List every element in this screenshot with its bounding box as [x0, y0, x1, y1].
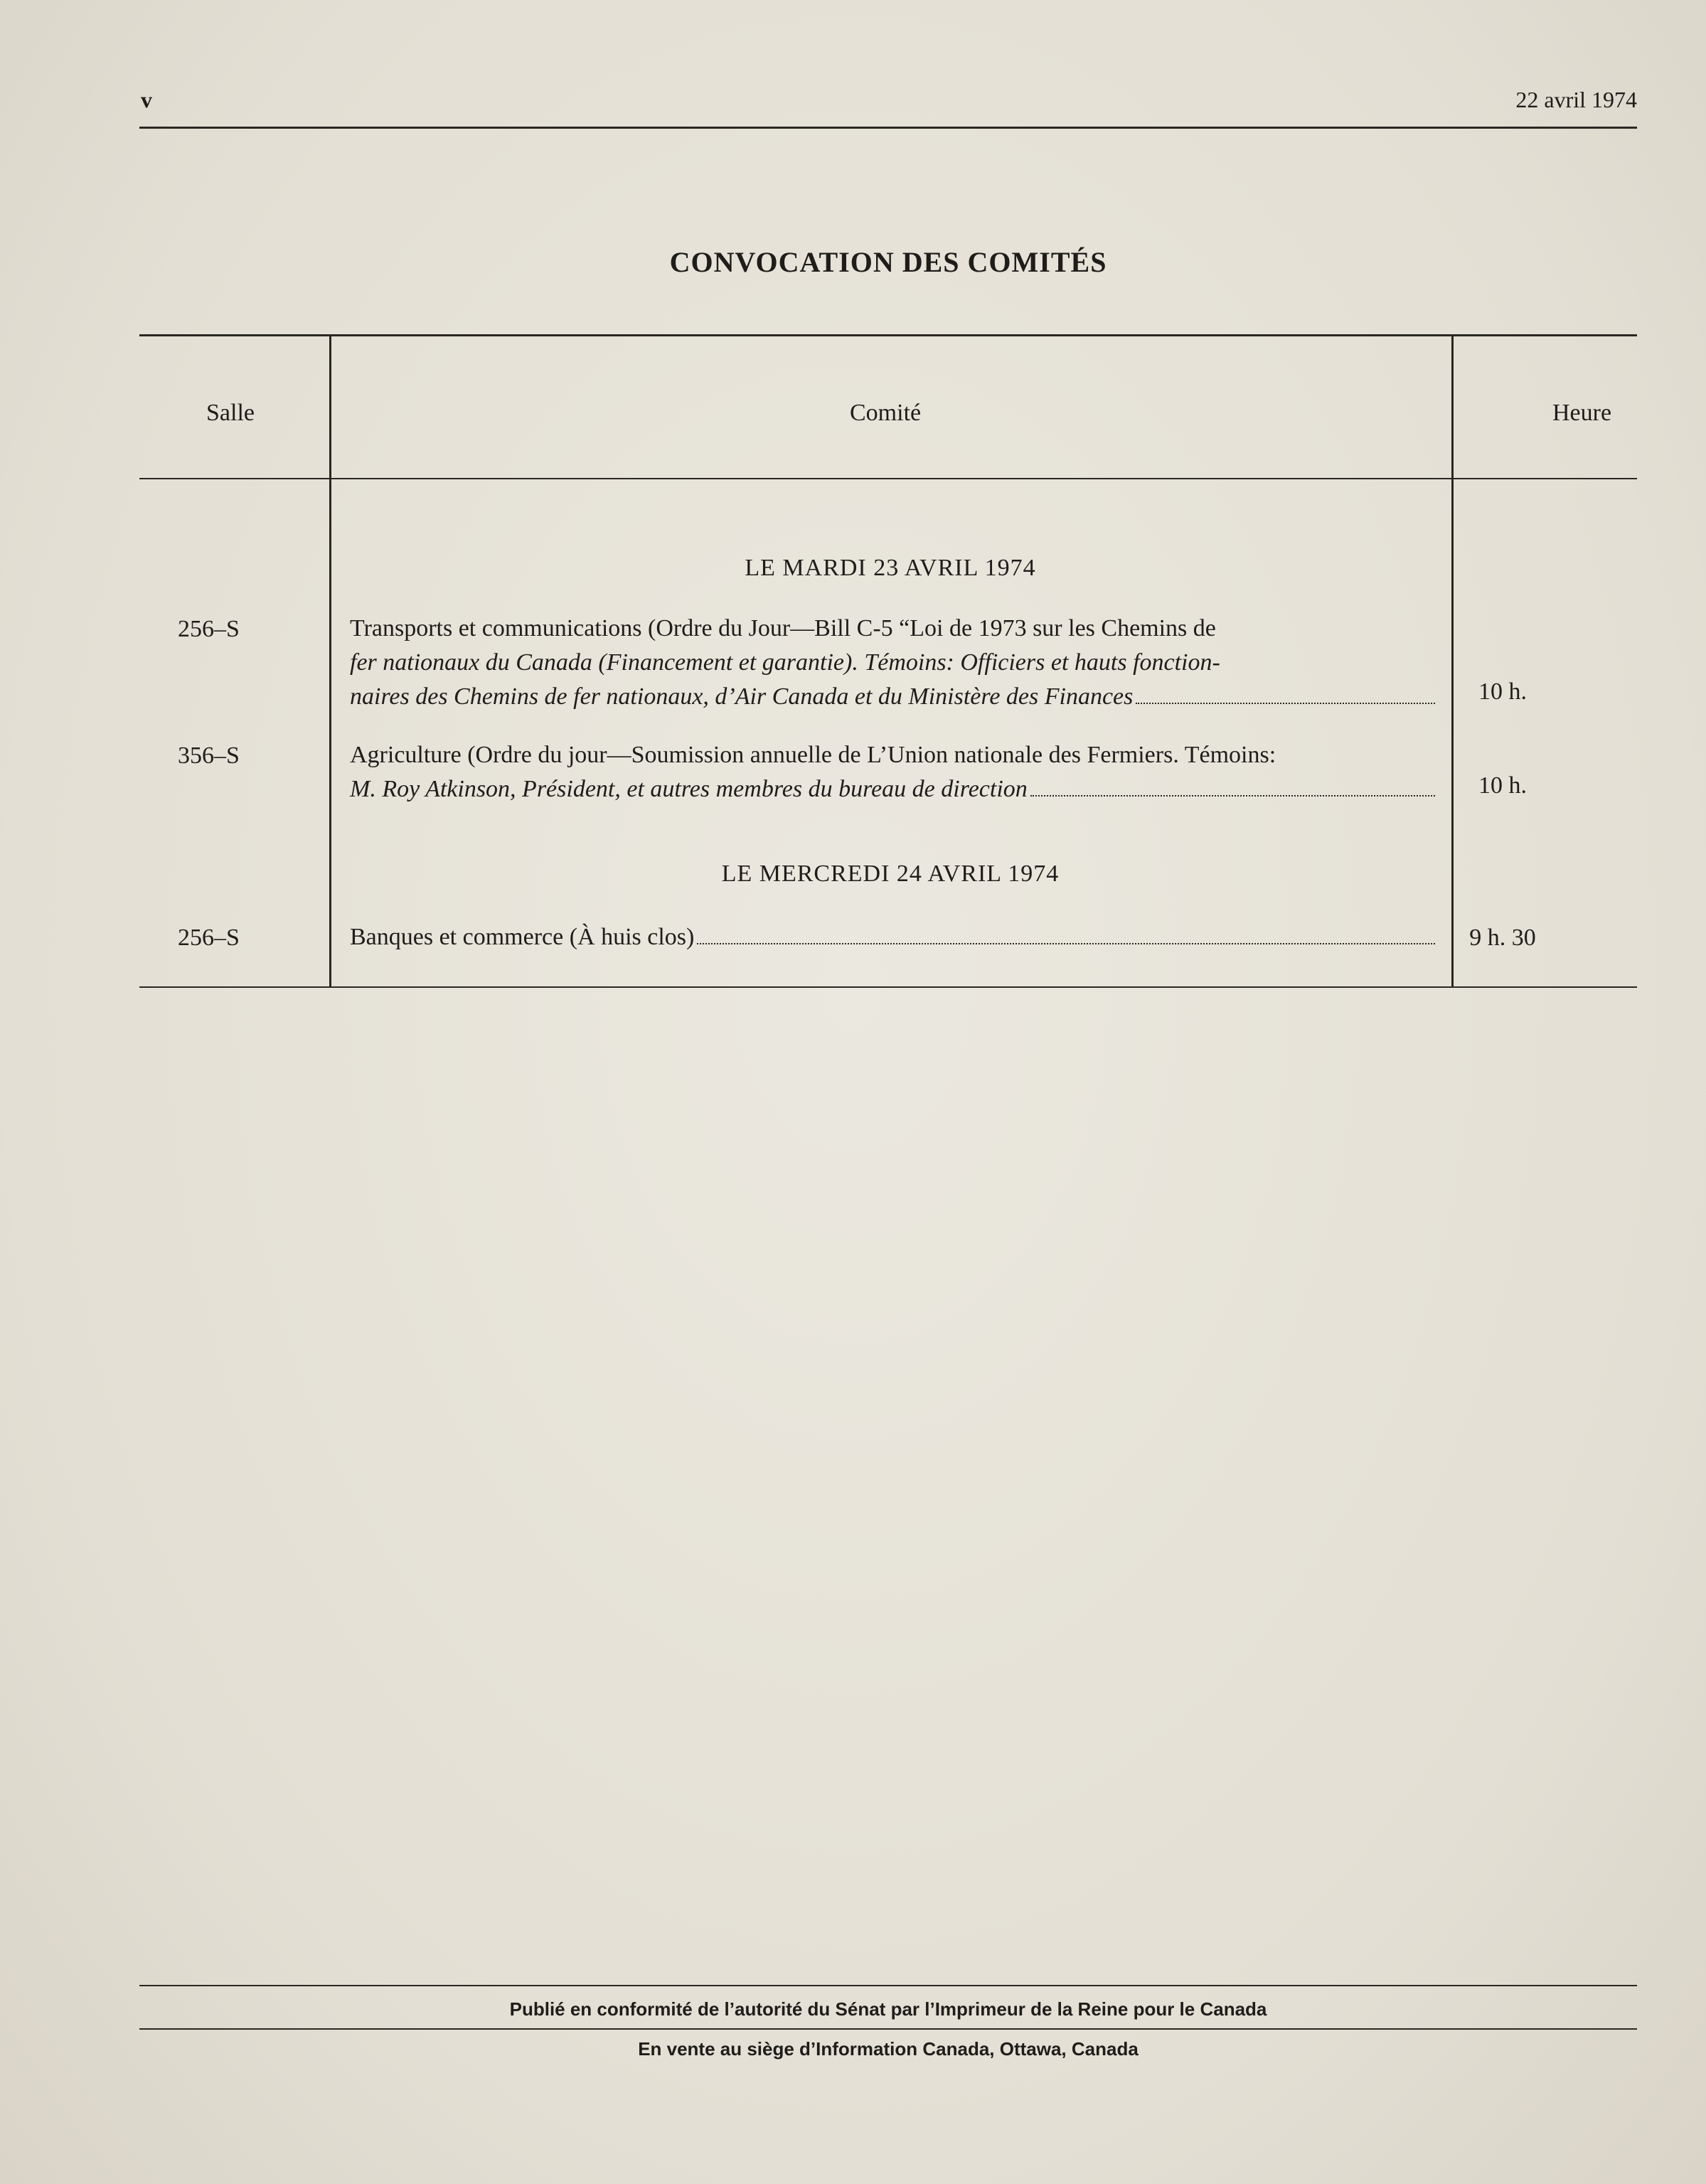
footer-publisher: Publié en conformité de l’autorité du Sénat par l’Imprimeur de la Reine pour le Canada [509, 1998, 1267, 2020]
table-bottom-rule [139, 986, 1637, 988]
meeting-line: M. Roy Atkinson, Président, et autres membres du bureau de direction [350, 772, 1438, 806]
table-divider-room [329, 336, 331, 987]
meeting-room: 256–S [178, 616, 240, 642]
meeting-line: fer nationaux du Canada (Financement et garantie). Témoins: Officiers et hauts fonction- [350, 649, 1220, 676]
meeting-line: Banques et commerce (À huis clos) [350, 920, 1438, 954]
dot-leader [1136, 702, 1435, 704]
meeting-time: 10 h. [1478, 678, 1527, 705]
meeting-line: Agriculture (Ordre du jour—Soumission annuelle de L’Union nationale des Fermiers. Témoins: [350, 742, 1276, 768]
footer-sales: En vente au siège d’Information Canada, Ottawa, Canada [638, 2038, 1139, 2060]
meeting-time: 9 h. 30 [1469, 925, 1536, 951]
header-rule [139, 127, 1637, 129]
dot-leader [697, 942, 1435, 944]
meeting-description [350, 738, 1438, 806]
column-header-time: Heure [1552, 400, 1612, 426]
footer-top-rule [139, 1985, 1637, 1986]
column-header-committee: Comité [850, 400, 922, 426]
meeting-room: 356–S [178, 742, 240, 769]
page-number: v [141, 87, 152, 112]
day-heading-wednesday: LE MERCREDI 24 AVRIL 1974 [721, 861, 1060, 887]
table-header-rule [139, 478, 1637, 479]
column-header-room: Salle [206, 400, 255, 426]
meeting-line: naires des Chemins de fer nationaux, d’Air Canada et du Ministère des Finances [350, 680, 1438, 714]
day-heading-tuesday: LE MARDI 23 AVRIL 1974 [745, 555, 1036, 581]
meeting-description [350, 920, 1438, 954]
meeting-line: Transports et communications (Ordre du Jour—Bill C-5 “Loi de 1973 sur les Chemins de [350, 615, 1216, 641]
table-divider-time [1451, 336, 1454, 987]
table-top-rule [139, 334, 1637, 336]
footer-middle-rule [139, 2028, 1637, 2030]
dot-leader [1030, 794, 1435, 797]
meeting-room: 256–S [178, 925, 240, 951]
meeting-time: 10 h. [1478, 772, 1527, 799]
page-date: 22 avril 1974 [1515, 87, 1637, 112]
meeting-description [350, 612, 1438, 714]
page-title: CONVOCATION DES COMITÉS [669, 246, 1107, 278]
